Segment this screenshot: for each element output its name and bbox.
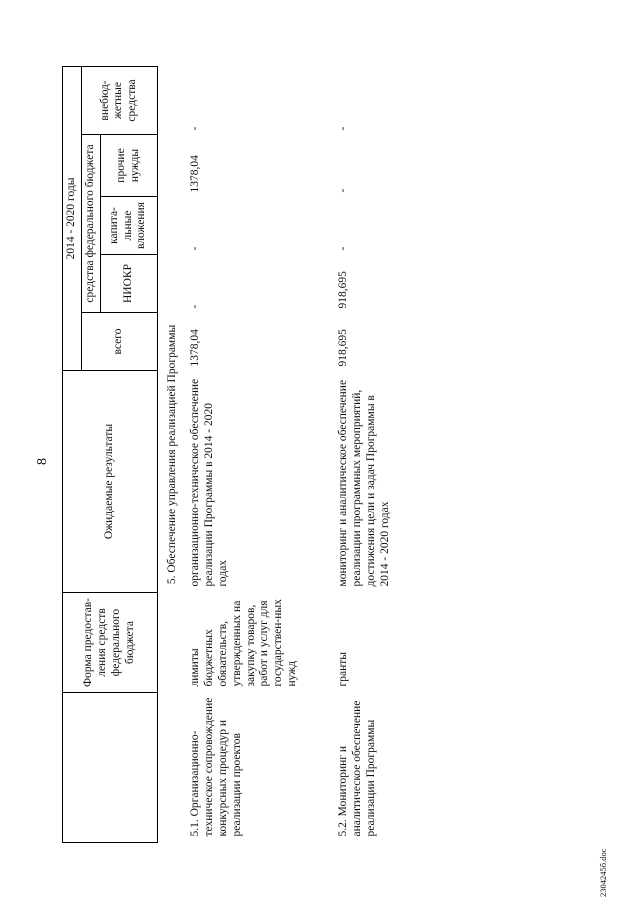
program-table [62,66,397,843]
header-period: 2014 - 2020 годы [63,66,82,370]
header-funding-form: Форма предостав-ления средств федерального бюджета [63,593,158,693]
header-other: прочие нужды [100,135,157,197]
row-offbudget: - [189,126,202,131]
section-title: 5. Обеспечение управления реализацией Программы [165,324,178,585]
row-funding-form: лимиты бюджетных обязательств, утвержденных на закупку товаров, работ и услуг для государствен-ных нужд [189,599,298,687]
header-expected-results: Ожидаемые результаты [63,371,158,593]
row-niokr: 918,695 [337,271,350,309]
row-other: 1378,04 [189,155,202,193]
table-row [331,66,396,842]
table-header [63,66,158,842]
header-niokr: НИОКР [100,255,157,313]
header-offbudget: внебюд-жетные средства [81,66,157,134]
row-funding-form: гранты [337,652,350,687]
row-offbudget: - [337,126,350,131]
row-niokr: - [189,304,202,309]
header-activity [63,693,158,843]
page-number: 8 [35,458,50,465]
row-total: 1378,04 [189,329,202,367]
row-expected-result: мониторинг и аналитическое обеспечение реализации программных мероприятий, достижения цели и задач Программы в 2014 - 2020 годах [337,379,391,587]
row-total: 918,695 [337,329,350,367]
row-expected-result: организационно-техническое обеспечение реализации Программы в 2014 - 2020 годах [189,378,229,587]
row-activity: 5.1. Организационно-техническое сопровождение конкурсных процедур и реализации проектов [189,697,243,837]
row-capital: - [189,246,202,251]
table-row [183,66,331,842]
row-other: - [337,188,350,193]
row-activity: 5.2. Мониторинг и аналитическое обеспечение реализации Программы [337,700,377,837]
row-capital: - [337,246,350,251]
header-total: всего [81,313,157,371]
document-code: 2304245б.doc [598,848,608,897]
header-federal-budget: средства федерального бюджета [81,135,100,313]
header-capital: капита-льные вложения [100,197,157,255]
